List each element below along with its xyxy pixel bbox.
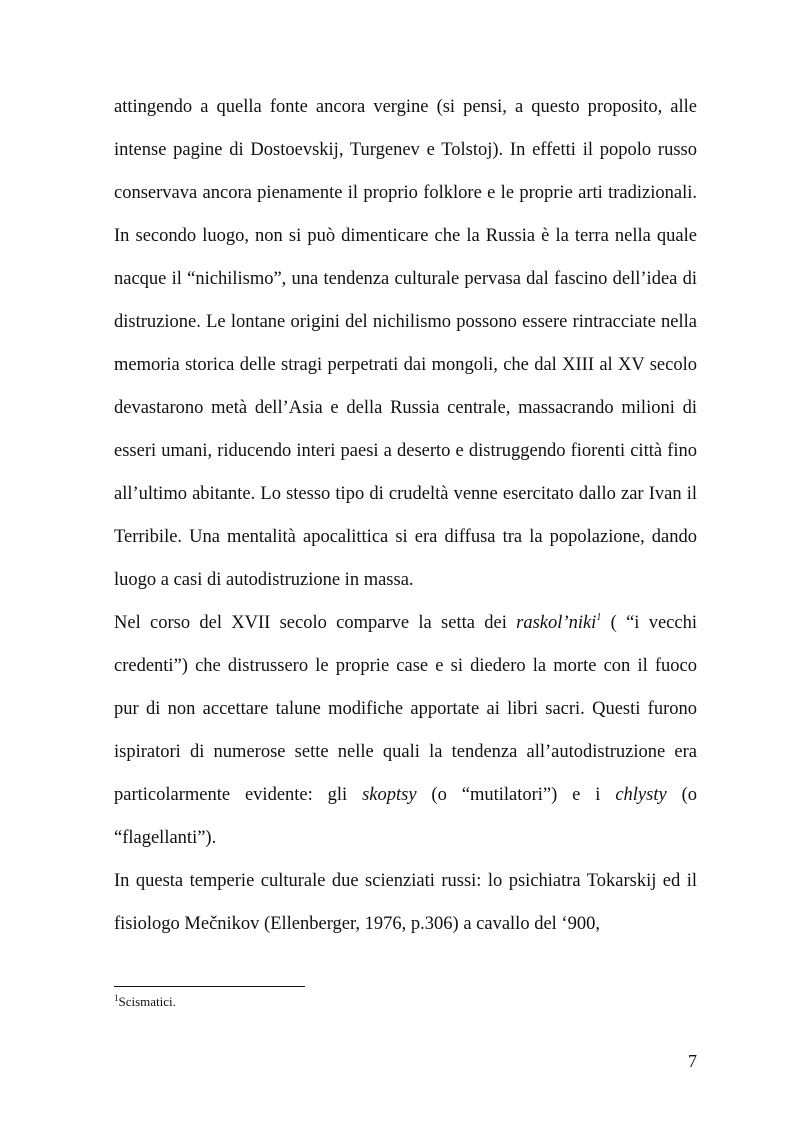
footnote-ref: 1: [596, 612, 602, 623]
body-line: credenti”) che distrussero le proprie case e si diedero la morte con il fuoco: [114, 656, 697, 676]
text-span: (o: [666, 785, 697, 805]
body-line: nacque il “nichilismo”, una tendenza culturale pervasa dal fascino dell’idea di: [114, 269, 697, 289]
body-line: fisiologo Mečnikov (Ellenberger, 1976, p.306) a cavallo del ‘900,: [114, 914, 600, 934]
italic-term-raskolniki: raskol’niki: [516, 613, 597, 633]
body-line: Terribile. Una mentalità apocalittica si era diffusa tra la popolazione, dando: [114, 527, 697, 547]
footnote-separator: [114, 986, 305, 987]
italic-term-chlysty: chlysty: [615, 785, 667, 805]
body-line: all’ultimo abitante. Lo stesso tipo di crudeltà venne esercitato dallo zar Ivan il: [114, 484, 697, 504]
body-line: distruzione. Le lontane origini del nichilismo possono essere rintracciate nella: [114, 312, 697, 332]
body-line: “flagellanti”).: [114, 828, 217, 848]
body-line: In questa temperie culturale due scienziati russi: lo psichiatra Tokarskij ed il: [114, 871, 697, 891]
footnote-text: Scismatici.: [118, 994, 176, 1009]
body-line: ispiratori di numerose sette nelle quali la tendenza all’autodistruzione era: [114, 742, 697, 762]
text-span: (o “mutilatori”) e i: [416, 785, 616, 805]
body-line: attingendo a quella fonte ancora vergine (si pensi, a questo proposito, alle: [114, 97, 697, 117]
footnote: [114, 994, 176, 1010]
body-line-sects: [114, 784, 697, 806]
document-page: [114, 0, 697, 1123]
text-span: particolarmente evidente: gli: [114, 785, 363, 805]
text-span: Nel corso del XVII secolo comparve la setta dei: [114, 613, 517, 633]
body-line: intense pagine di Dostoevskij, Turgenev e Tolstoj). In effetti il popolo russo: [114, 140, 697, 160]
body-line: luogo a casi di autodistruzione in massa.: [114, 570, 414, 590]
body-line: conservava ancora pienamente il proprio folklore e le proprie arti tradizionali.: [114, 183, 697, 203]
body-line: In secondo luogo, non si può dimenticare che la Russia è la terra nella quale: [114, 226, 697, 246]
italic-term-skoptsy: skoptsy: [362, 785, 417, 805]
text-span: ( “i vecchi: [601, 613, 697, 633]
page-number: 7: [688, 1051, 697, 1071]
body-line: devastarono metà dell’Asia e della Russia centrale, massacrando milioni di: [114, 398, 697, 418]
body-line: memoria storica delle stragi perpetrati dai mongoli, che dal XIII al XV secolo: [114, 355, 697, 375]
footnote-marker: 1: [114, 993, 119, 1003]
body-line: pur di non accettare talune modifiche apportate ai libri sacri. Questi furono: [114, 699, 697, 719]
body-line: esseri umani, riducendo interi paesi a deserto e distruggendo fiorenti città fino: [114, 441, 697, 461]
body-line-raskolniki: [114, 612, 697, 634]
